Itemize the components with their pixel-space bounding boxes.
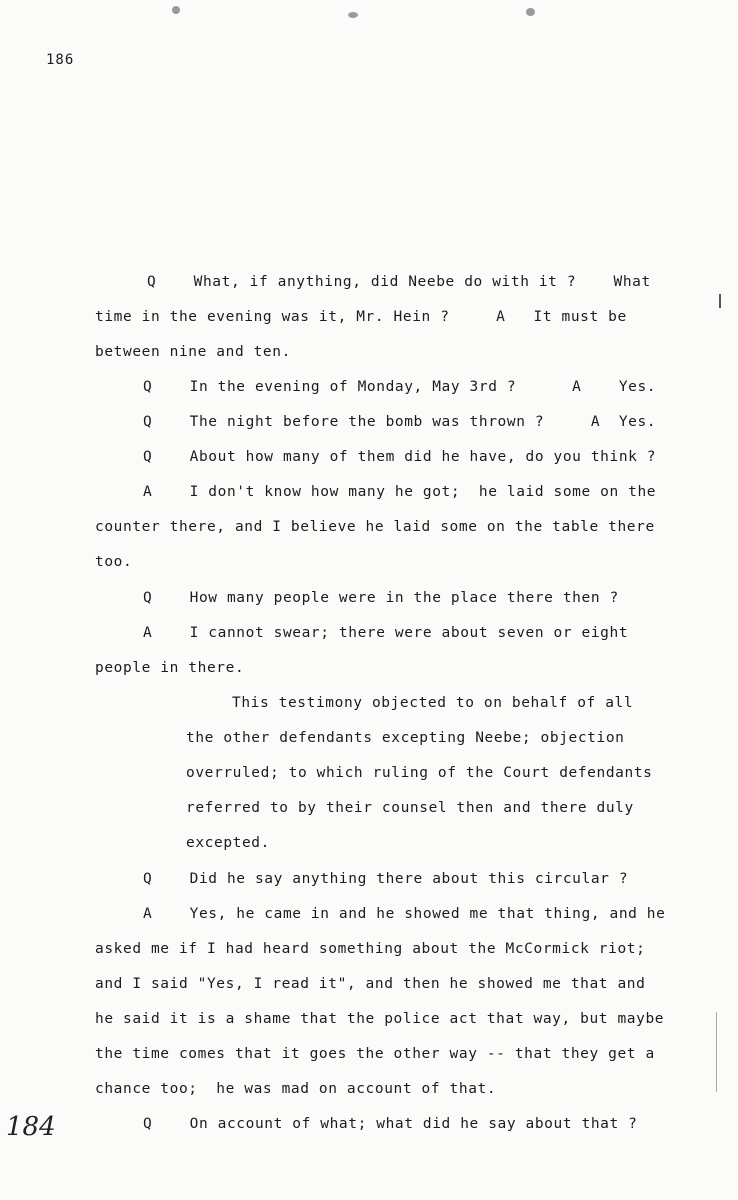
text-line: A Yes, he came in and he showed me that thing, and he: [143, 906, 666, 922]
scan-speck: [172, 6, 180, 14]
text-line: too.: [95, 554, 133, 570]
text-line: Q Did he say anything there about this circular ?: [143, 871, 629, 887]
text-line: A I cannot swear; there were about seven or eight: [143, 625, 629, 641]
text-line: between nine and ten.: [95, 344, 291, 360]
text-line: chance too; he was mad on account of that.: [95, 1081, 497, 1097]
scan-speck: [526, 8, 535, 16]
text-line: he said it is a shame that the police act that way, but maybe: [95, 1011, 665, 1027]
scan-speck: [348, 12, 358, 18]
text-line: and I said "Yes, I read it", and then he showed me that and: [95, 976, 646, 992]
text-line: Q The night before the bomb was thrown ? A Yes.: [143, 414, 657, 430]
text-line: the other defendants excepting Neebe; objection: [186, 730, 625, 746]
text-line: people in there.: [95, 660, 245, 676]
margin-mark: [719, 294, 721, 308]
margin-mark: [716, 1012, 717, 1092]
text-line: overruled; to which ruling of the Court defendants: [186, 765, 653, 781]
text-line: Q About how many of them did he have, do you think ?: [143, 449, 657, 465]
text-line: Q What, if anything, did Neebe do with it ? What: [147, 274, 651, 290]
text-line: Q In the evening of Monday, May 3rd ? A Yes.: [143, 379, 657, 395]
text-line: referred to by their counsel then and there duly: [186, 800, 634, 816]
page-number: 186: [46, 52, 75, 68]
handwritten-page-number: 184: [6, 1112, 56, 1142]
text-line: Q How many people were in the place there then ?: [143, 590, 619, 606]
text-line: asked me if I had heard something about the McCormick riot;: [95, 941, 646, 957]
text-line: A I don't know how many he got; he laid some on the: [143, 484, 657, 500]
text-line: time in the evening was it, Mr. Hein ? A It must be: [95, 309, 627, 325]
text-line: the time comes that it goes the other way -- that they get a: [95, 1046, 655, 1062]
text-line: Q On account of what; what did he say about that ?: [143, 1116, 638, 1132]
text-line: excepted.: [186, 835, 270, 851]
text-line: counter there, and I believe he laid some on the table there: [95, 519, 655, 535]
text-line: This testimony objected to on behalf of all: [232, 695, 634, 711]
